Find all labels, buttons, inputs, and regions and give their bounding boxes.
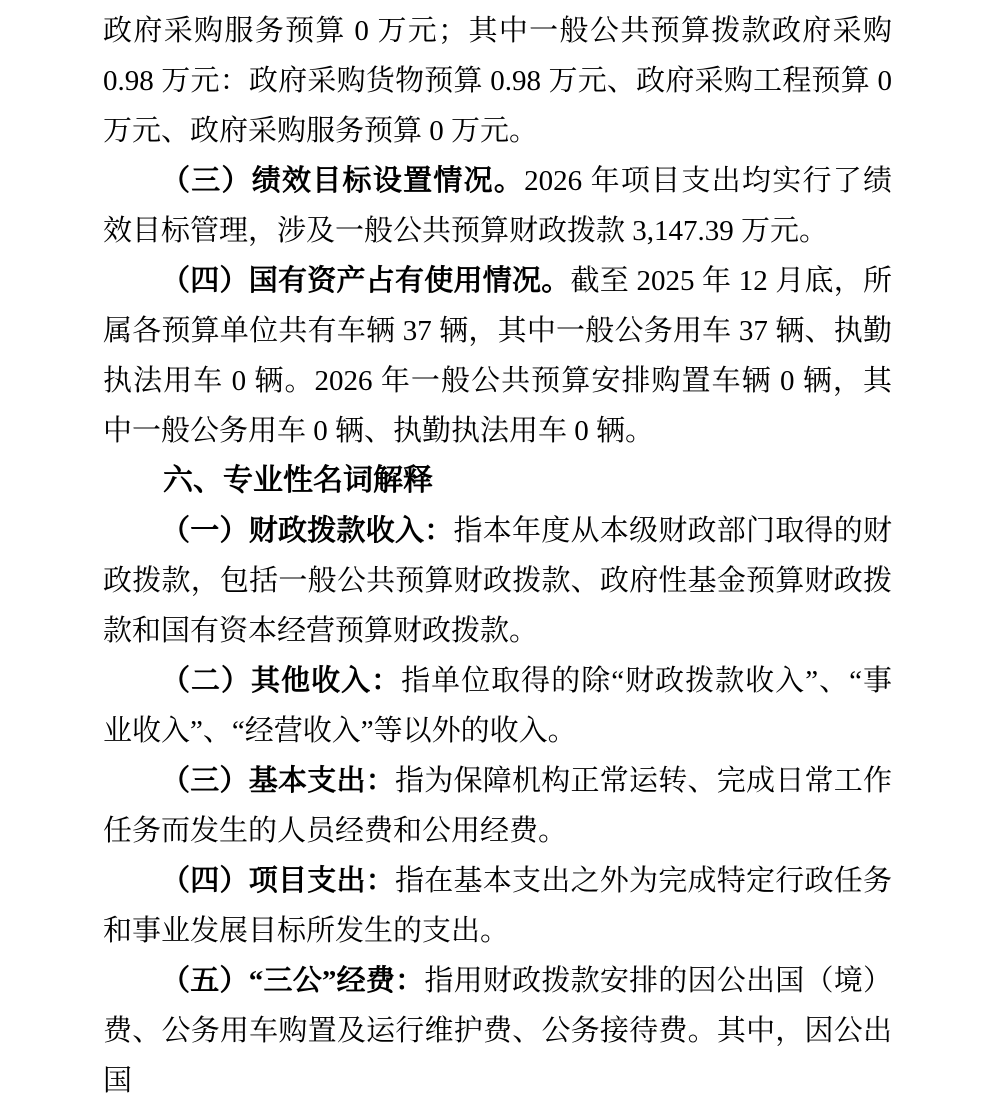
paragraph-lead: （五）“三公”经费： — [161, 965, 425, 997]
paragraph — [103, 656, 892, 756]
paragraph-lead: （三）基本支出： — [161, 765, 395, 797]
paragraph — [103, 956, 892, 1106]
paragraph — [103, 506, 892, 656]
paragraph-lead: （四）国有资产占有使用情况。 — [161, 265, 571, 297]
paragraph-text: 政府采购服务预算 0 万元；其中一般公共预算拨款政府采购 0.98 万元：政府采购货物预算 0.98 万元、政府采购工程预算 0 万元、政府采购服务预算 0 万元。 — [103, 15, 892, 147]
paragraph — [103, 756, 892, 856]
paragraph-lead: （一）财政拨款收入： — [161, 515, 454, 547]
paragraph-text: 指在基本支出之外为完成特定行政任务和事业发展目标所发生的支出。 — [103, 865, 892, 947]
paragraph — [103, 256, 892, 456]
paragraph-text: 指单位取得的除“财政拨款收入”、“事业收入”、“经营收入”等以外的收入。 — [103, 665, 892, 747]
paragraph-continued — [103, 6, 892, 156]
paragraph-text: 指用财政拨款安排的因公出国（境）费、公务用车购置及运行维护费、公务接待费。其中，因公出国 — [103, 965, 892, 1097]
paragraph-text: 指本年度从本级财政部门取得的财政拨款，包括一般公共预算财政拨款、政府性基金预算财政拨款和国有资本经营预算财政拨款。 — [103, 515, 892, 647]
paragraph-lead: （三）绩效目标设置情况。 — [161, 165, 525, 197]
section-heading: 六、专业性名词解释 — [163, 464, 433, 497]
paragraph-text: 截至 2025 年 12 月底，所属各预算单位共有车辆 37 辆，其中一般公务用车 37 辆、执勤执法用车 0 辆。2026 年一般公共预算安排购置车辆 0 辆，其中一般公务用车 0 辆、执勤执法用车 0 辆。 — [103, 265, 892, 447]
paragraph-text: 2026 年项目支出均实行了绩效目标管理，涉及一般公共预算财政拨款 3,147.39 万元。 — [103, 165, 892, 247]
paragraph-lead: （二）其他收入： — [161, 665, 402, 697]
paragraph — [103, 856, 892, 956]
paragraph-text: 指为保障机构正常运转、完成日常工作任务而发生的人员经费和公用经费。 — [103, 765, 892, 847]
paragraph — [103, 156, 892, 256]
paragraph-lead: （四）项目支出： — [161, 865, 395, 897]
